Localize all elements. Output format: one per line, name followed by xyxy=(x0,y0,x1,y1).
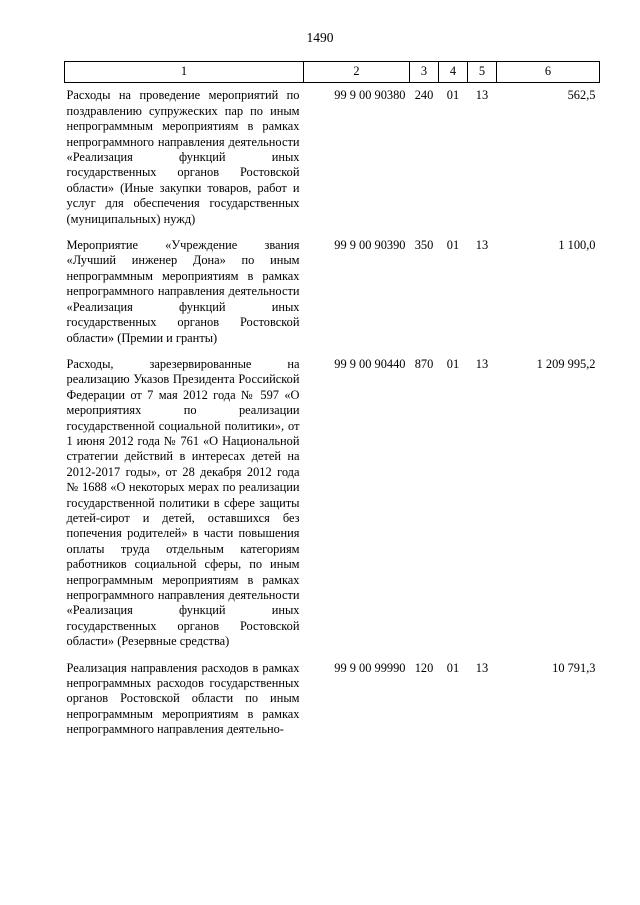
row-code: 99 9 00 90440 xyxy=(334,356,406,371)
header-col-5: 5 xyxy=(468,62,497,83)
row-col4: 01 xyxy=(446,356,460,371)
row-amount: 562,5 xyxy=(567,88,596,103)
budget-table xyxy=(64,61,600,744)
header-col-1: 1 xyxy=(65,62,304,83)
row-code: 99 9 00 99990 xyxy=(334,660,406,675)
header-col-2: 2 xyxy=(304,62,410,83)
row-description: Мероприятие «Учреждение звания «Лучший инженер Дона» по иным непрограммным мероприятиям в рамках непрограммного направления деятельности «Реализация функций иных государственных органов Ростовской области» (Премии и гранты) xyxy=(66,238,300,345)
row-amount: 10 791,3 xyxy=(552,660,596,675)
row-description: Расходы на проведение мероприятий по поздравлению супружеских пар по иным непрограммным мероприятиям в рамках непрограммного направления деятельности «Реализация функций иных государственных органов Ростовской области» (Иные закупки товаров, работ и услуг для обеспечения государственных (муниципальных) нужд) xyxy=(66,88,300,226)
row-col5: 13 xyxy=(475,356,489,371)
row-col5: 13 xyxy=(475,660,489,675)
header-row xyxy=(65,62,600,83)
row-amount: 1 209 995,2 xyxy=(536,356,596,371)
header-col-6: 6 xyxy=(497,62,600,83)
row-col3: 120 xyxy=(414,660,434,675)
row-description: Реализация направления расходов в рамках непрограммных расходов государственных органов Ростовской области по иным непрограммным мероприятиям в рамках непрограммного направления деятельно- xyxy=(66,660,300,737)
row-col5: 13 xyxy=(475,88,489,103)
table-body xyxy=(65,83,600,744)
row-col4: 01 xyxy=(446,238,460,253)
row-col4: 01 xyxy=(446,660,460,675)
row-col3: 870 xyxy=(414,356,434,371)
table-row xyxy=(65,656,600,744)
row-amount: 1 100,0 xyxy=(558,238,596,253)
row-col3: 240 xyxy=(414,88,434,103)
table-row xyxy=(65,233,600,352)
row-col4: 01 xyxy=(446,88,460,103)
row-col5: 13 xyxy=(475,238,489,253)
table-header xyxy=(65,62,600,83)
row-col3: 350 xyxy=(414,238,434,253)
header-col-3: 3 xyxy=(410,62,439,83)
row-code: 99 9 00 90390 xyxy=(334,238,406,253)
row-code: 99 9 00 90380 xyxy=(334,88,406,103)
row-description: Расходы, зарезервированные на реализацию Указов Президента Российской Федерации от 7 мая 2012 года № 597 «О мероприятиях по реализации государственной социальной политики», от 1 июня 2012 года № 761 «О Национальной стратегии действий в интересах детей на 2012-2017 годы», от 28 декабря 2012 года № 1688 «О некоторых мерах по реализации государственной политики в сфере защиты детей-сирот и детей, оставшихся без попечения родителей» в части повышения оплаты труда отдельным категориям работников социальной сферы, по иным непрограммным мероприятиям в рамках непрограммного направления деятельности «Реализация функций иных государственных органов Ростовской области» (Резервные средства) xyxy=(66,356,300,649)
page-number: 1490 xyxy=(306,30,334,45)
header-col-4: 4 xyxy=(439,62,468,83)
table-row xyxy=(65,352,600,656)
table-row xyxy=(65,83,600,233)
